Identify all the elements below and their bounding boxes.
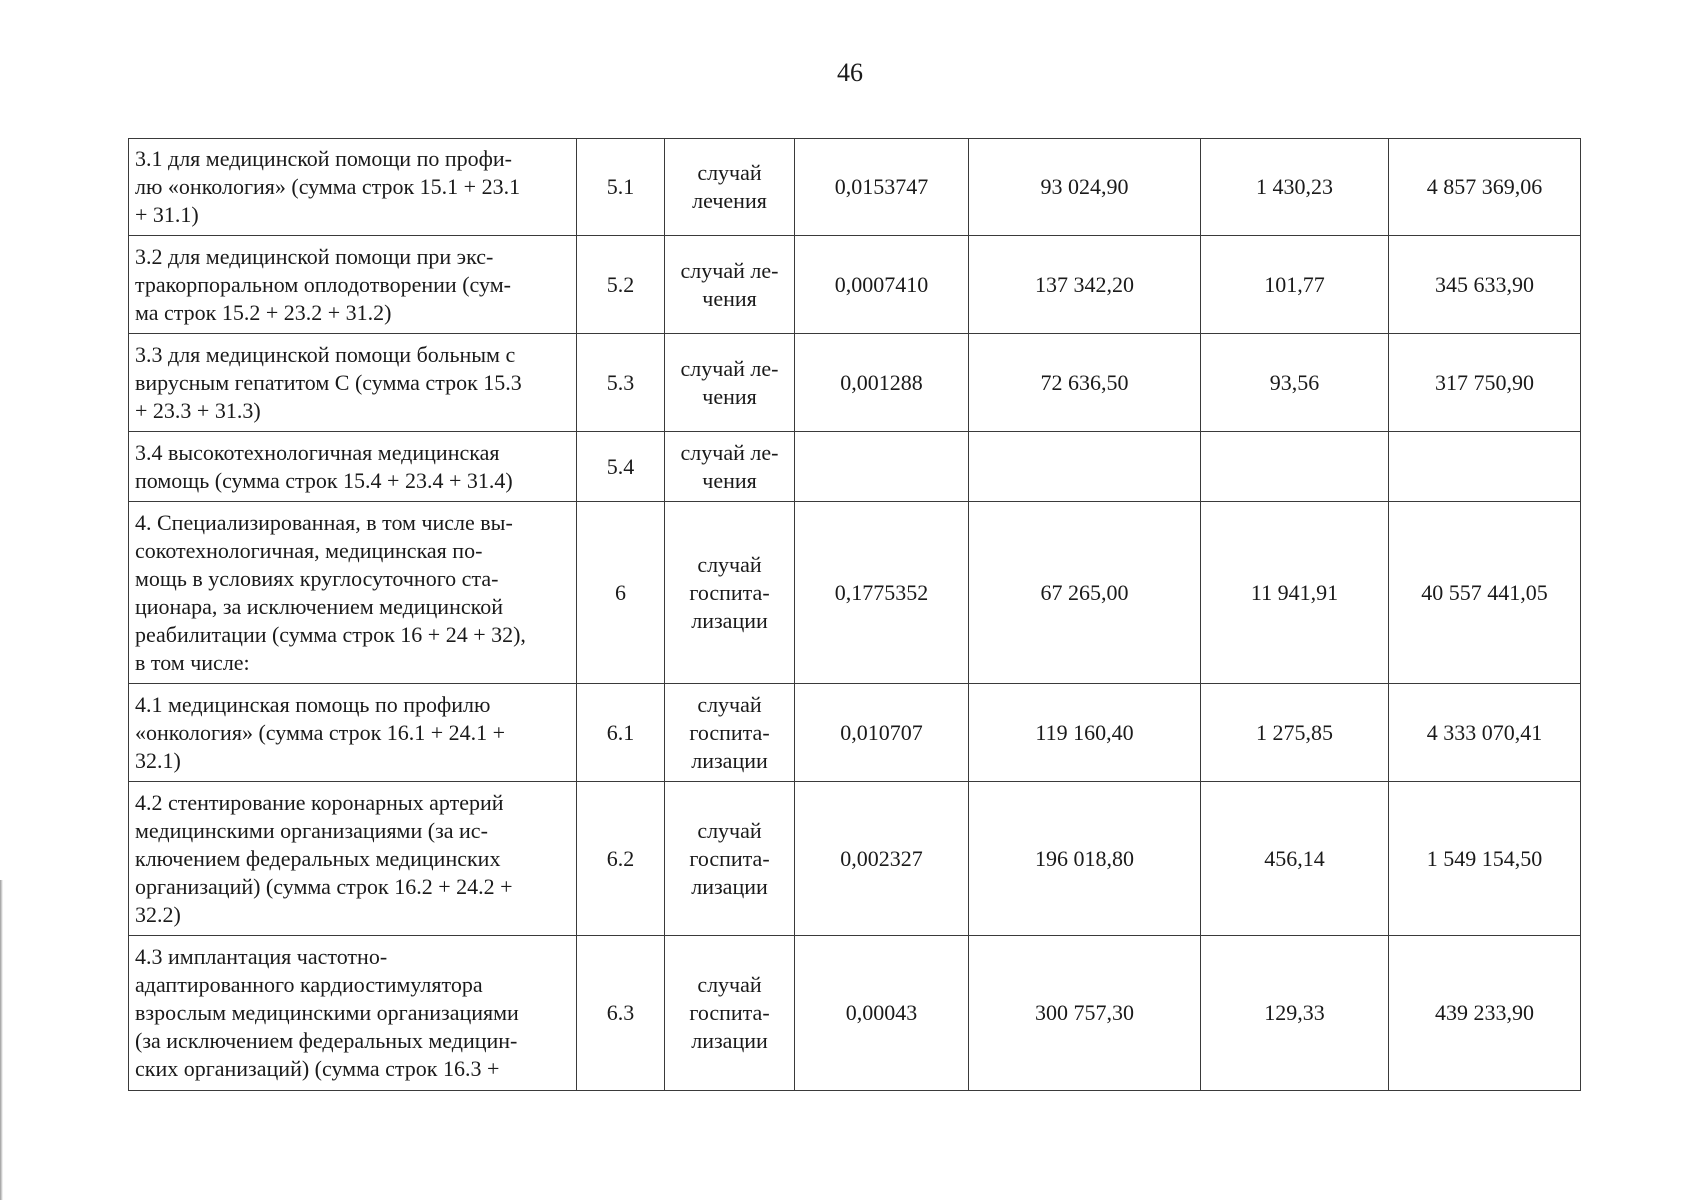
row-unit: случай ле- чения — [665, 334, 795, 432]
table-row — [129, 936, 1581, 1091]
row-total — [1389, 432, 1581, 502]
row-unit: случай госпита- лизации — [665, 782, 795, 936]
table-row — [129, 782, 1581, 936]
row-total: 40 557 441,05 — [1389, 502, 1581, 684]
table-row — [129, 236, 1581, 334]
table-row — [129, 432, 1581, 502]
table-row — [129, 502, 1581, 684]
row-unit: случай госпита- лизации — [665, 502, 795, 684]
row-unit: случай ле- чения — [665, 432, 795, 502]
row-code: 6 — [577, 502, 665, 684]
row-cost: 137 342,20 — [969, 236, 1201, 334]
row-code: 5.2 — [577, 236, 665, 334]
row-total: 1 549 154,50 — [1389, 782, 1581, 936]
row-per-capita: 11 941,91 — [1201, 502, 1389, 684]
row-total: 317 750,90 — [1389, 334, 1581, 432]
row-cost: 300 757,30 — [969, 936, 1201, 1091]
row-name: 3.2 для медицинской помощи при экс- тракорпоральном оплодотворении (сум- ма строк 15.2 + 23.2 + 31.2) — [129, 236, 577, 334]
row-unit: случай лечения — [665, 139, 795, 236]
row-per-capita: 456,14 — [1201, 782, 1389, 936]
row-norm: 0,002327 — [795, 782, 969, 936]
row-total: 439 233,90 — [1389, 936, 1581, 1091]
row-norm: 0,010707 — [795, 684, 969, 782]
table-row — [129, 139, 1581, 236]
row-name: 3.1 для медицинской помощи по профи- лю «онкология» (сумма строк 15.1 + 23.1 + 31.1) — [129, 139, 577, 236]
row-unit: случай ле- чения — [665, 236, 795, 334]
table-row — [129, 334, 1581, 432]
row-norm — [795, 432, 969, 502]
row-per-capita: 1 430,23 — [1201, 139, 1389, 236]
table-row — [129, 684, 1581, 782]
row-name: 4.1 медицинская помощь по профилю «онкология» (сумма строк 16.1 + 24.1 + 32.1) — [129, 684, 577, 782]
row-unit: случай госпита- лизации — [665, 936, 795, 1091]
row-norm: 0,0007410 — [795, 236, 969, 334]
row-per-capita: 101,77 — [1201, 236, 1389, 334]
row-code: 5.1 — [577, 139, 665, 236]
row-unit: случай госпита- лизации — [665, 684, 795, 782]
row-total: 4 857 369,06 — [1389, 139, 1581, 236]
row-per-capita: 93,56 — [1201, 334, 1389, 432]
row-total: 345 633,90 — [1389, 236, 1581, 334]
row-name: 4.2 стентирование коронарных артерий медицинскими организациями (за ис- ключением федеральных медицинских организаций) (сумма строк 16.2 + 24.2 + 32.2) — [129, 782, 577, 936]
row-per-capita: 1 275,85 — [1201, 684, 1389, 782]
row-name: 3.4 высокотехнологичная медицинская помощь (сумма строк 15.4 + 23.4 + 31.4) — [129, 432, 577, 502]
row-cost — [969, 432, 1201, 502]
row-name: 3.3 для медицинской помощи больным с вирусным гепатитом С (сумма строк 15.3 + 23.3 + 31.3) — [129, 334, 577, 432]
row-code: 6.2 — [577, 782, 665, 936]
row-cost: 196 018,80 — [969, 782, 1201, 936]
row-norm: 0,00043 — [795, 936, 969, 1091]
row-norm: 0,001288 — [795, 334, 969, 432]
page-number: 46 — [837, 58, 863, 87]
row-code: 5.4 — [577, 432, 665, 502]
data-table — [128, 138, 1581, 1091]
row-cost: 119 160,40 — [969, 684, 1201, 782]
row-code: 6.1 — [577, 684, 665, 782]
row-norm: 0,0153747 — [795, 139, 969, 236]
row-code: 5.3 — [577, 334, 665, 432]
row-cost: 93 024,90 — [969, 139, 1201, 236]
row-name: 4.3 имплантация частотно- адаптированного кардиостимулятора взрослым медицинскими организациями (за исключением федеральных медицин- ских организаций) (сумма строк 16.3 + — [129, 936, 577, 1091]
scan-edge-shadow — [0, 880, 3, 1200]
row-per-capita: 129,33 — [1201, 936, 1389, 1091]
row-cost: 72 636,50 — [969, 334, 1201, 432]
row-cost: 67 265,00 — [969, 502, 1201, 684]
row-name: 4. Специализированная, в том числе вы- сокотехнологичная, медицинская по- мощь в условиях круглосуточного ста- ционара, за исключением медицинской реабилитации (сумма строк 16 + 24 + 32), в том числе: — [129, 502, 577, 684]
row-code: 6.3 — [577, 936, 665, 1091]
row-total: 4 333 070,41 — [1389, 684, 1581, 782]
row-per-capita — [1201, 432, 1389, 502]
row-norm: 0,1775352 — [795, 502, 969, 684]
